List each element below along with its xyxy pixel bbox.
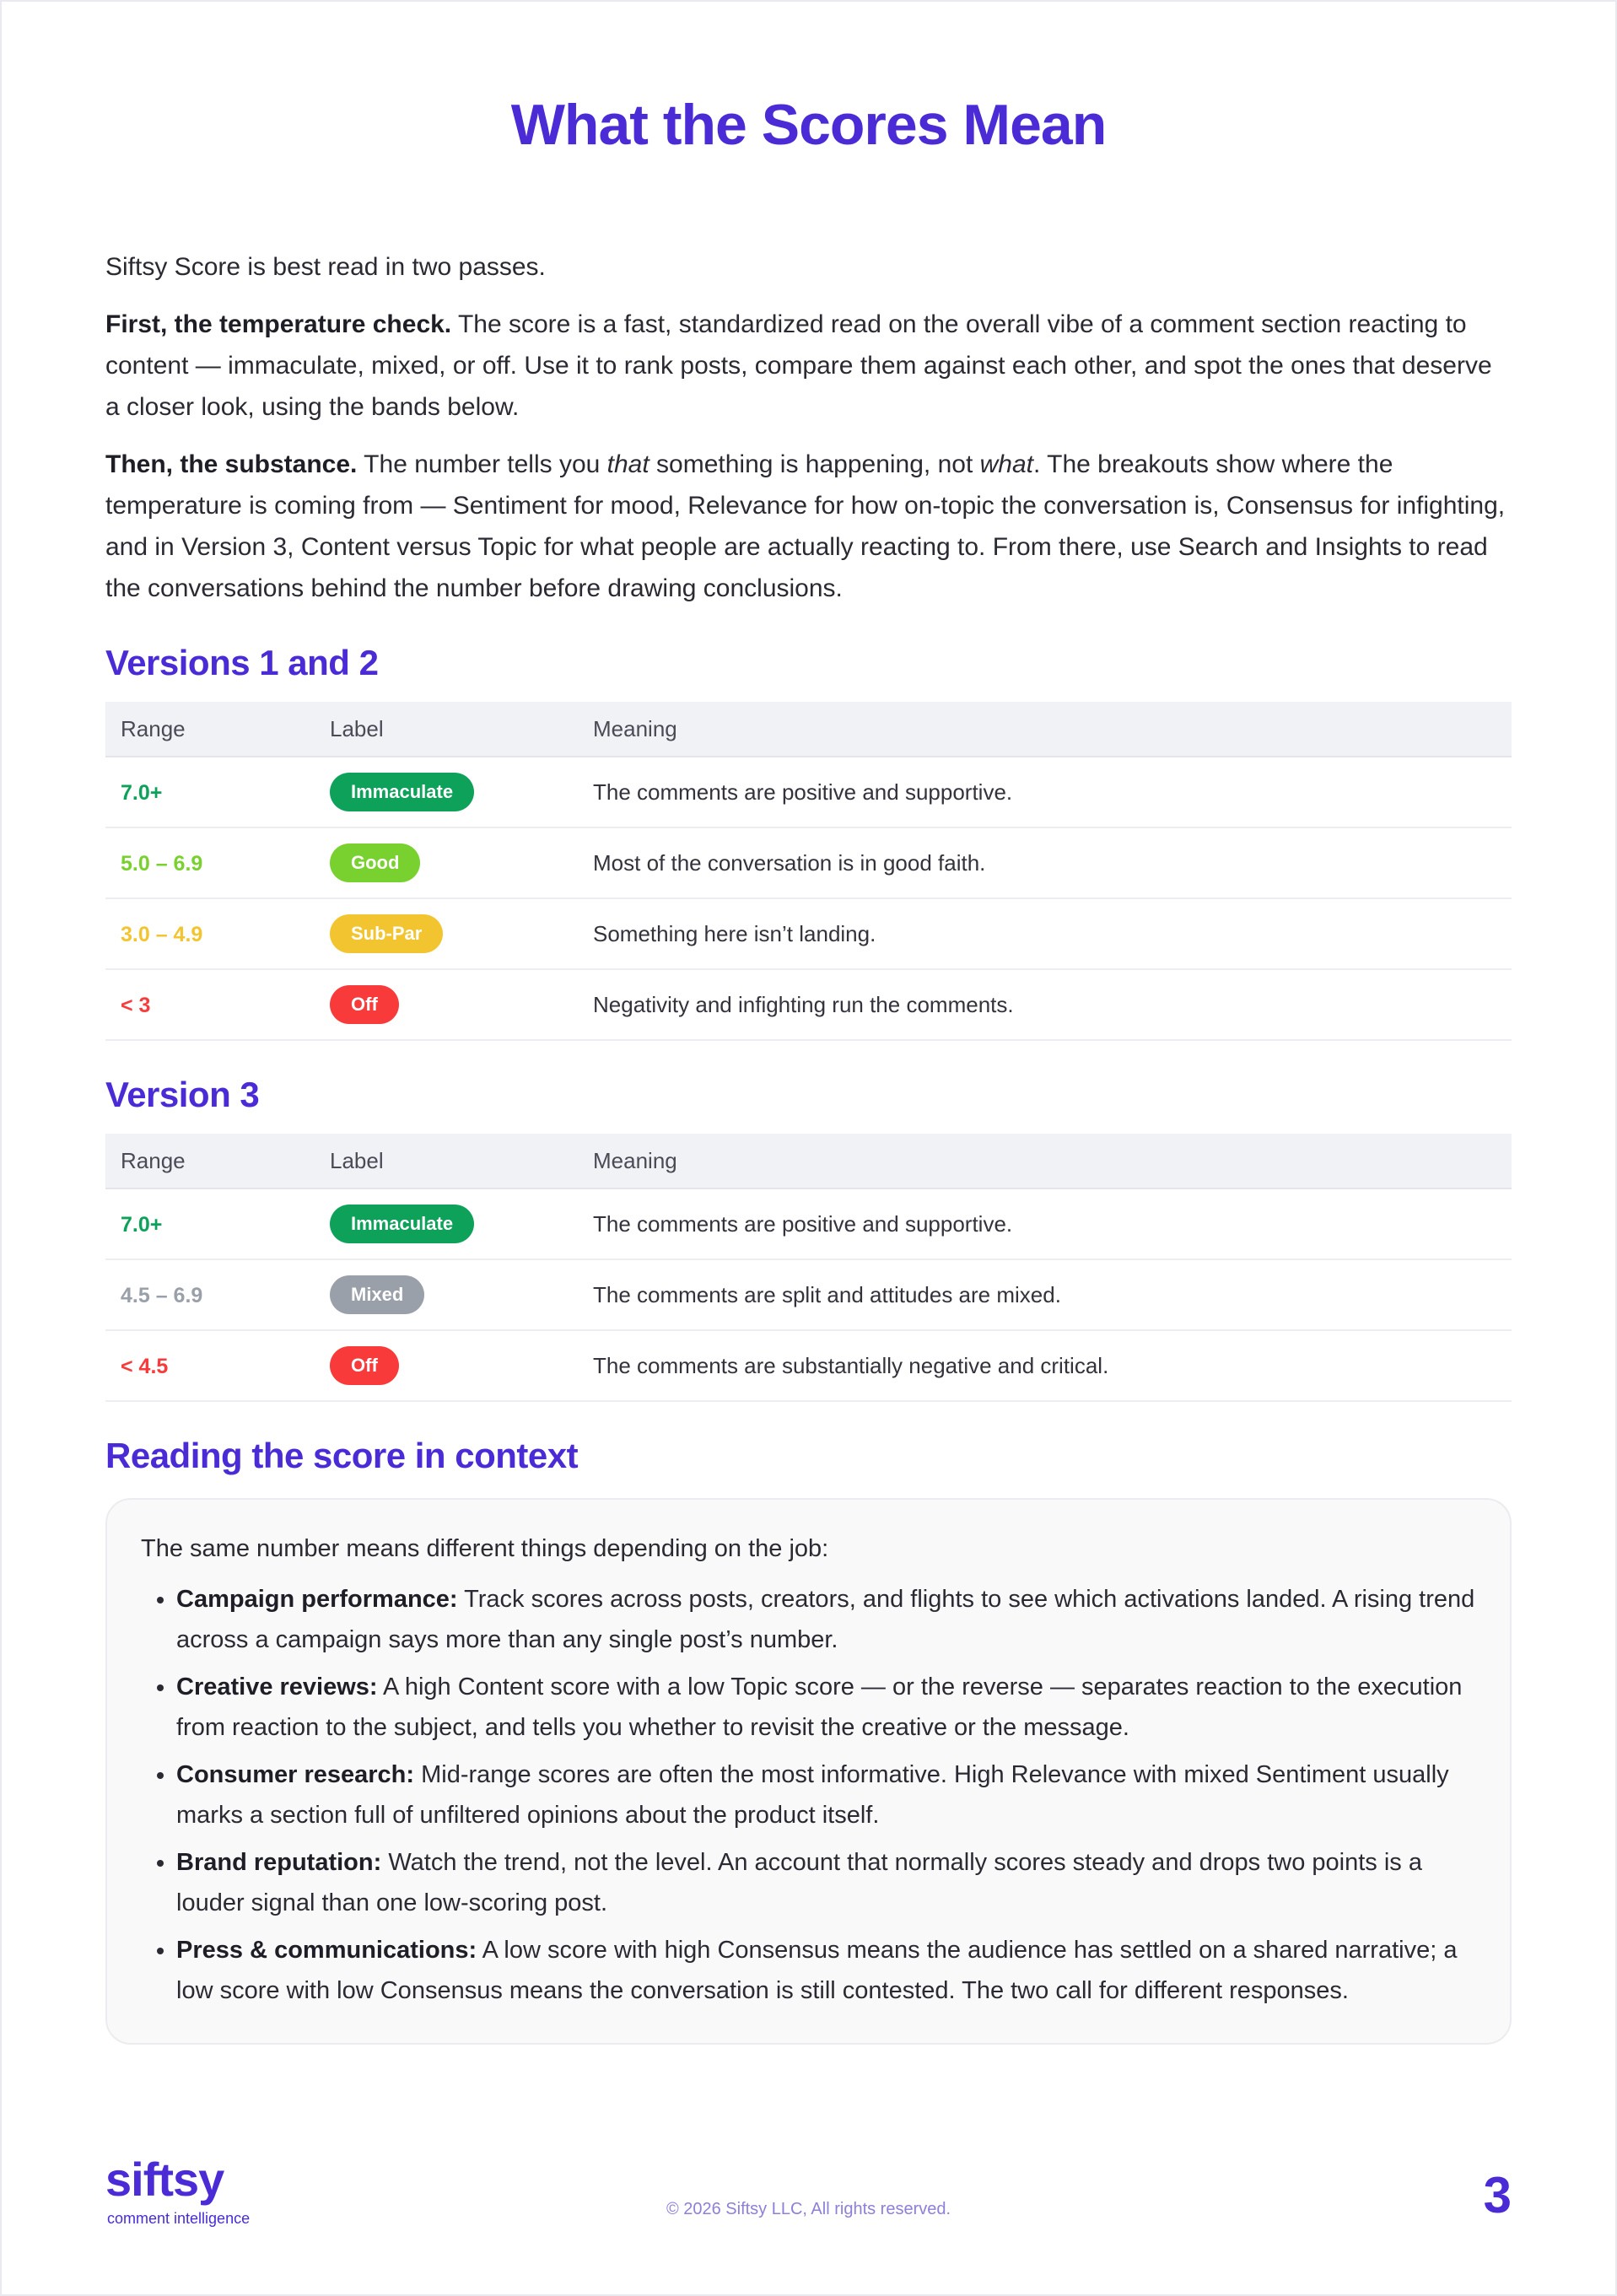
score-label-badge: Off — [330, 1346, 399, 1385]
meaning-cell: The comments are positive and supportive. — [578, 1188, 1512, 1259]
list-item-title: Campaign performance: — [176, 1586, 458, 1613]
label-cell — [315, 898, 578, 969]
context-list — [141, 1579, 1476, 2011]
intro-paragraph-2 — [105, 304, 1512, 428]
label-cell — [315, 827, 578, 898]
range-cell — [105, 827, 315, 898]
intro-p3-em-that: that — [606, 450, 649, 478]
intro-p3-text-a: The number tells you — [357, 450, 607, 478]
meaning-cell: The comments are positive and supportive. — [578, 757, 1512, 827]
range-value: < 4.5 — [121, 1354, 169, 1378]
table-header-row — [105, 702, 1512, 757]
versions-1-2-heading: Versions 1 and 2 — [105, 643, 379, 682]
meaning-cell: Something here isn’t landing. — [578, 898, 1512, 969]
list-item-title: Brand reputation: — [176, 1849, 382, 1876]
table-row — [105, 898, 1512, 969]
label-cell — [315, 1330, 578, 1401]
siftsy-logo: siftsy — [105, 2153, 224, 2206]
score-label-badge: Off — [330, 985, 399, 1024]
score-label-badge: Sub-Par — [330, 914, 443, 953]
list-item — [176, 1930, 1476, 2011]
version-3-heading: Version 3 — [105, 1075, 260, 1114]
range-cell — [105, 1259, 315, 1330]
range-value: 5.0 – 6.9 — [121, 851, 203, 876]
score-label-badge: Mixed — [330, 1275, 424, 1314]
list-item-text: A high Content score with a low Topic score — or the reverse — separates reaction to the execution from reaction to the subject, and tells you whether to revisit the creative or the message. — [176, 1673, 1463, 1741]
range-value: < 3 — [121, 993, 151, 1017]
score-label-badge: Immaculate — [330, 773, 474, 811]
column-header-range: Range — [105, 1134, 315, 1188]
table-row — [105, 827, 1512, 898]
table-row — [105, 1330, 1512, 1401]
range-value: 3.0 – 4.9 — [121, 922, 203, 946]
intro-p2-bold: First, the temperature check. — [105, 310, 452, 338]
list-item-text: A low score with high Consensus means the audience has settled on a shared narrative; a low score with low Consensus means the conversation is still contested. The two call for different responses. — [176, 1937, 1458, 2004]
label-cell — [315, 757, 578, 827]
range-cell — [105, 757, 315, 827]
label-cell — [315, 1188, 578, 1259]
intro-paragraph-1: Siftsy Score is best read in two passes. — [105, 253, 546, 281]
meaning-cell: The comments are split and attitudes are mixed. — [578, 1259, 1512, 1330]
intro-p3-text-b: something is happening, not — [649, 450, 980, 478]
list-item-text: Track scores across posts, creators, and flights to see which activations landed. A rising trend across a campaign says more than any single post’s number. — [176, 1586, 1475, 1653]
column-header-label: Label — [315, 1134, 578, 1188]
list-item — [176, 1667, 1476, 1748]
copyright-notice: © 2026 Siftsy LLC, All rights reserved. — [666, 2200, 951, 2218]
meaning-cell: Negativity and infighting run the comments. — [578, 969, 1512, 1040]
page-footer — [105, 2153, 1512, 2237]
table-row — [105, 1259, 1512, 1330]
list-item — [176, 1842, 1476, 1923]
meaning-cell: The comments are substantially negative and critical. — [578, 1330, 1512, 1401]
intro-section — [105, 246, 1512, 609]
column-header-range: Range — [105, 702, 315, 757]
list-item-title: Creative reviews: — [176, 1673, 378, 1700]
range-value: 7.0+ — [121, 1212, 163, 1237]
column-header-meaning: Meaning — [578, 702, 1512, 757]
list-item-text: Watch the trend, not the level. An account that normally scores steady and drops two points is a louder signal than one low-scoring post. — [176, 1849, 1422, 1916]
context-heading: Reading the score in context — [105, 1436, 579, 1475]
list-item-text: Mid-range scores are often the most informative. High Relevance with mixed Sentiment usually marks a section full of unfiltered opinions about the product itself. — [176, 1761, 1449, 1829]
intro-p3-bold: Then, the substance. — [105, 450, 358, 478]
score-label-badge: Immaculate — [330, 1205, 474, 1243]
page-number: 3 — [1483, 2167, 1512, 2223]
intro-p3-em-what: what — [979, 450, 1034, 478]
score-label-badge: Good — [330, 843, 420, 882]
logo-tagline: comment intelligence — [107, 2210, 251, 2227]
intro-p3-text-c: . The breakouts show where the temperature is coming from — Sentiment for mood, Relevance for how on-topic the conversation is, Consensus for infighting, and in Version 3, Content versus Topic for what people are actually reacting to. From there, use Search and Insights to read the conversations behind the number before drawing conclusions. — [105, 450, 1506, 602]
context-callout-box — [105, 1498, 1512, 2045]
context-lead: The same number means different things depending on the job: — [141, 1535, 829, 1562]
range-value: 7.0+ — [121, 780, 163, 805]
range-value: 4.5 – 6.9 — [121, 1283, 203, 1307]
label-cell — [315, 969, 578, 1040]
range-cell — [105, 1188, 315, 1259]
label-cell — [315, 1259, 578, 1330]
table-row — [105, 1188, 1512, 1259]
list-item-title: Consumer research: — [176, 1761, 415, 1788]
version-3-table — [105, 1134, 1512, 1402]
table-header-row — [105, 1134, 1512, 1188]
range-cell — [105, 969, 315, 1040]
column-header-label: Label — [315, 702, 578, 757]
list-item — [176, 1754, 1476, 1835]
versions-1-2-table — [105, 702, 1512, 1041]
table-row — [105, 969, 1512, 1040]
range-cell — [105, 898, 315, 969]
intro-p2-text: The score is a fast, standardized read on the overall vibe of a comment section reacting to content — immaculate, mixed, or off. Use it to rank posts, compare them against each other, and spot the ones that deserve a closer look, using the bands below. — [105, 310, 1492, 421]
list-item-title: Press & communications: — [176, 1937, 477, 1964]
column-header-meaning: Meaning — [578, 1134, 1512, 1188]
page-title: What the Scores Mean — [510, 93, 1107, 157]
meaning-cell: Most of the conversation is in good faith. — [578, 827, 1512, 898]
intro-paragraph-3 — [105, 444, 1512, 609]
list-item — [176, 1579, 1476, 1660]
range-cell — [105, 1330, 315, 1401]
table-row — [105, 757, 1512, 827]
